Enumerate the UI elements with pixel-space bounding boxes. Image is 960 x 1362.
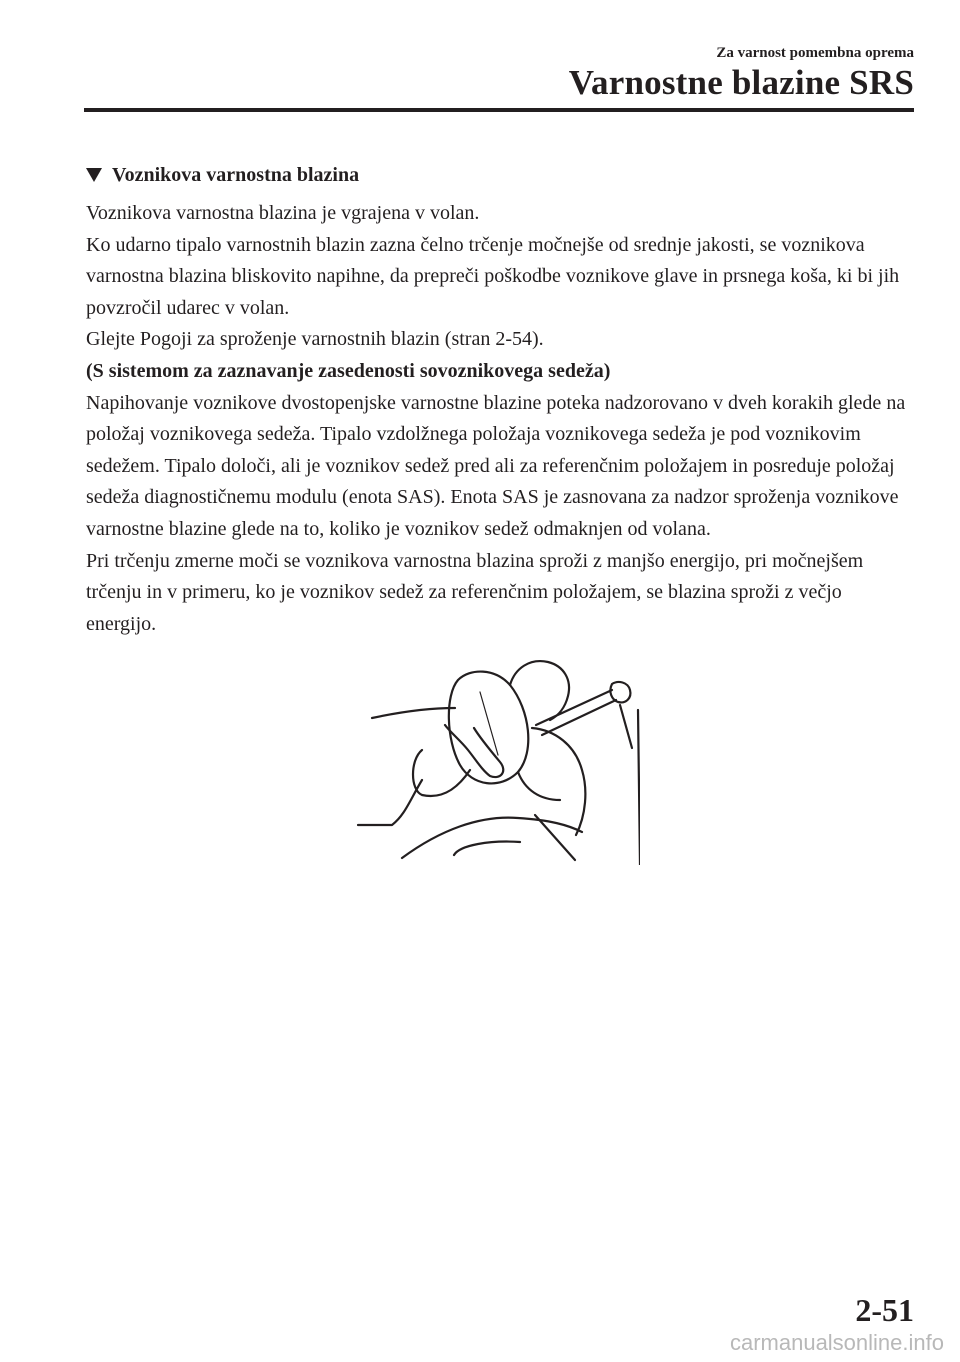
paragraph-bold: (S sistemom za zaznavanje zasedenosti sovoznikovega sedeža) [86,359,611,382]
seat-back [638,710,640,865]
paragraph: Napihovanje voznikove dvostopenjske varnostne blazine poteka nadzorovano v dveh korakih glede na položaj voznikovega sedeža. Tipalo vzdolžnega položaja voznikovega sedeža je pod voznikovim sedežem. Tipalo določi, ali je voznikov sedež pred ali za referenčnim položajem in posreduje položaj sedeža diagnostičnemu modulu (enota SAS). Enota SAS je zasnovana za nadzor sproženja voznikove varnostne blazine glede na to, koliko je voznikov sedež odmaknjen od volana. [86,391,906,540]
seat-cushion [454,842,520,855]
header-rule [84,108,914,112]
body-text [86,198,916,640]
paragraph: Ko udarno tipalo varnostnih blazin zazna čelno trčenje močnejše od srednje jakosti, se voznikova varnostna blazina bliskovito napihne, da prepreči poškodbe voznikove glave in prsnega koša, ki bi jih povzročil udarec v volan. [86,233,900,319]
dashboard-line [358,780,422,825]
paragraph: Glejte Pogoji za sproženje varnostnih blazin (stran 2-54). [86,328,544,351]
main-content [86,158,916,640]
seat-belt-lower [535,815,575,860]
driver-airbag-illustration [350,650,640,865]
driver-torso [518,772,560,800]
page-number: 2-51 [855,1292,914,1328]
seat-back [620,705,632,748]
dashboard-line [372,708,455,718]
driver-body [532,728,585,835]
running-header [569,44,914,102]
airbag-shape [449,672,528,784]
section-title: Za varnost pomembna oprema [716,45,914,61]
chapter-title: Varnostne blazine SRS [568,63,914,102]
driver-arm [413,750,470,796]
belt-anchor [610,682,630,702]
paragraph: Pri trčenju zmerne moči se voznikova varnostna blazina sproži z manjšo energijo, pri močnejšem trčenju in v primeru, ko je voznikov sedež za referenčnim položajem, se blazina sproži z večjo energijo. [86,549,864,635]
paragraph: Voznikova varnostna blazina je vgrajena v volan. [86,202,480,224]
subheading-text: Voznikova varnostna blazina [112,164,360,186]
driver-head [510,661,569,720]
triangle-bullet-icon [86,168,102,182]
subheading [86,158,916,192]
watermark: carmanualsonline.info [729,1330,944,1355]
airbag-fold [480,692,498,755]
